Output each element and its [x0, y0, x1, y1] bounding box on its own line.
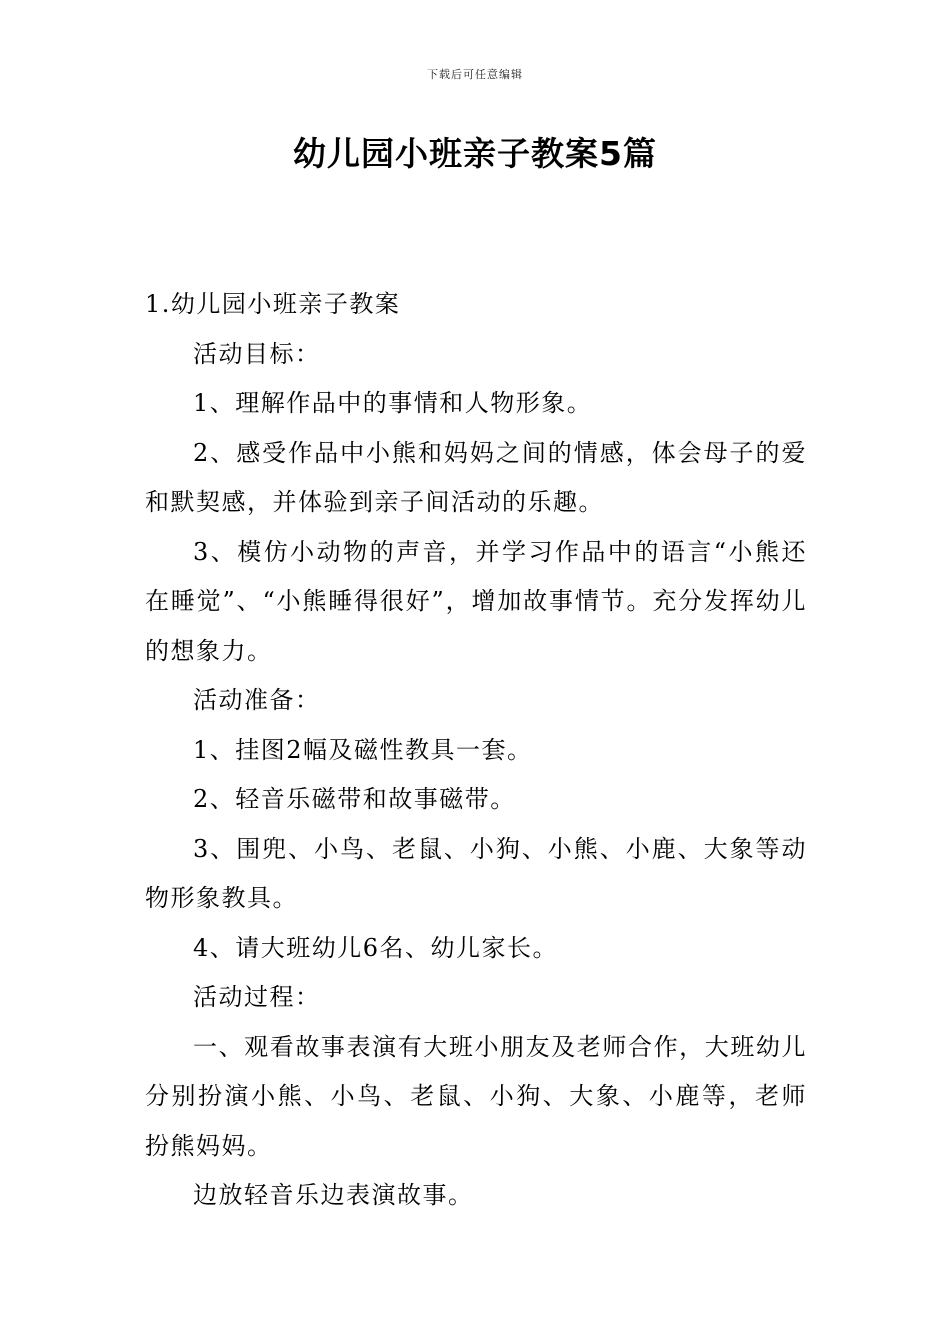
header-note: 下载后可任意编辑 [427, 68, 523, 81]
paragraph: 3、围兜、小鸟、老鼠、小狗、小熊、小鹿、大象等动物形象教具。 [145, 834, 807, 912]
paragraph: 2、感受作品中小熊和妈妈之间的情感，体会母子的爱和默契感，并体验到亲子间活动的乐趣。 [145, 438, 807, 516]
section-heading: 1.幼儿园小班亲子教案 [145, 290, 401, 318]
paragraph: 2、轻音乐磁带和故事磁带。 [193, 785, 516, 813]
paragraph: 活动准备： [193, 686, 321, 714]
paragraph: 1、理解作品中的事情和人物形象。 [193, 389, 593, 417]
paragraph: 活动目标： [193, 339, 321, 368]
paragraph: 4、请大班幼儿6名、幼儿家长。 [193, 933, 559, 962]
paragraph: 边放轻音乐边表演故事。 [193, 1181, 474, 1209]
paragraph: 活动过程： [193, 983, 321, 1011]
document-title: 幼儿园小班亲子教案5篇 [293, 134, 657, 173]
paragraph: 1、挂图2幅及磁性教具一套。 [193, 735, 533, 764]
paragraph: 3、模仿小动物的声音，并学习作品中的语言“小熊还在睡觉”、“小熊睡得很好”，增加故事情节。充分发挥幼儿的想象力。 [145, 537, 807, 665]
document-body [145, 280, 807, 1221]
paragraph: 一、观看故事表演有大班小朋友及老师合作，大班幼儿分别扮演小熊、小鸟、老鼠、小狗、大象、小鹿等，老师扮熊妈妈。 [145, 1032, 807, 1160]
